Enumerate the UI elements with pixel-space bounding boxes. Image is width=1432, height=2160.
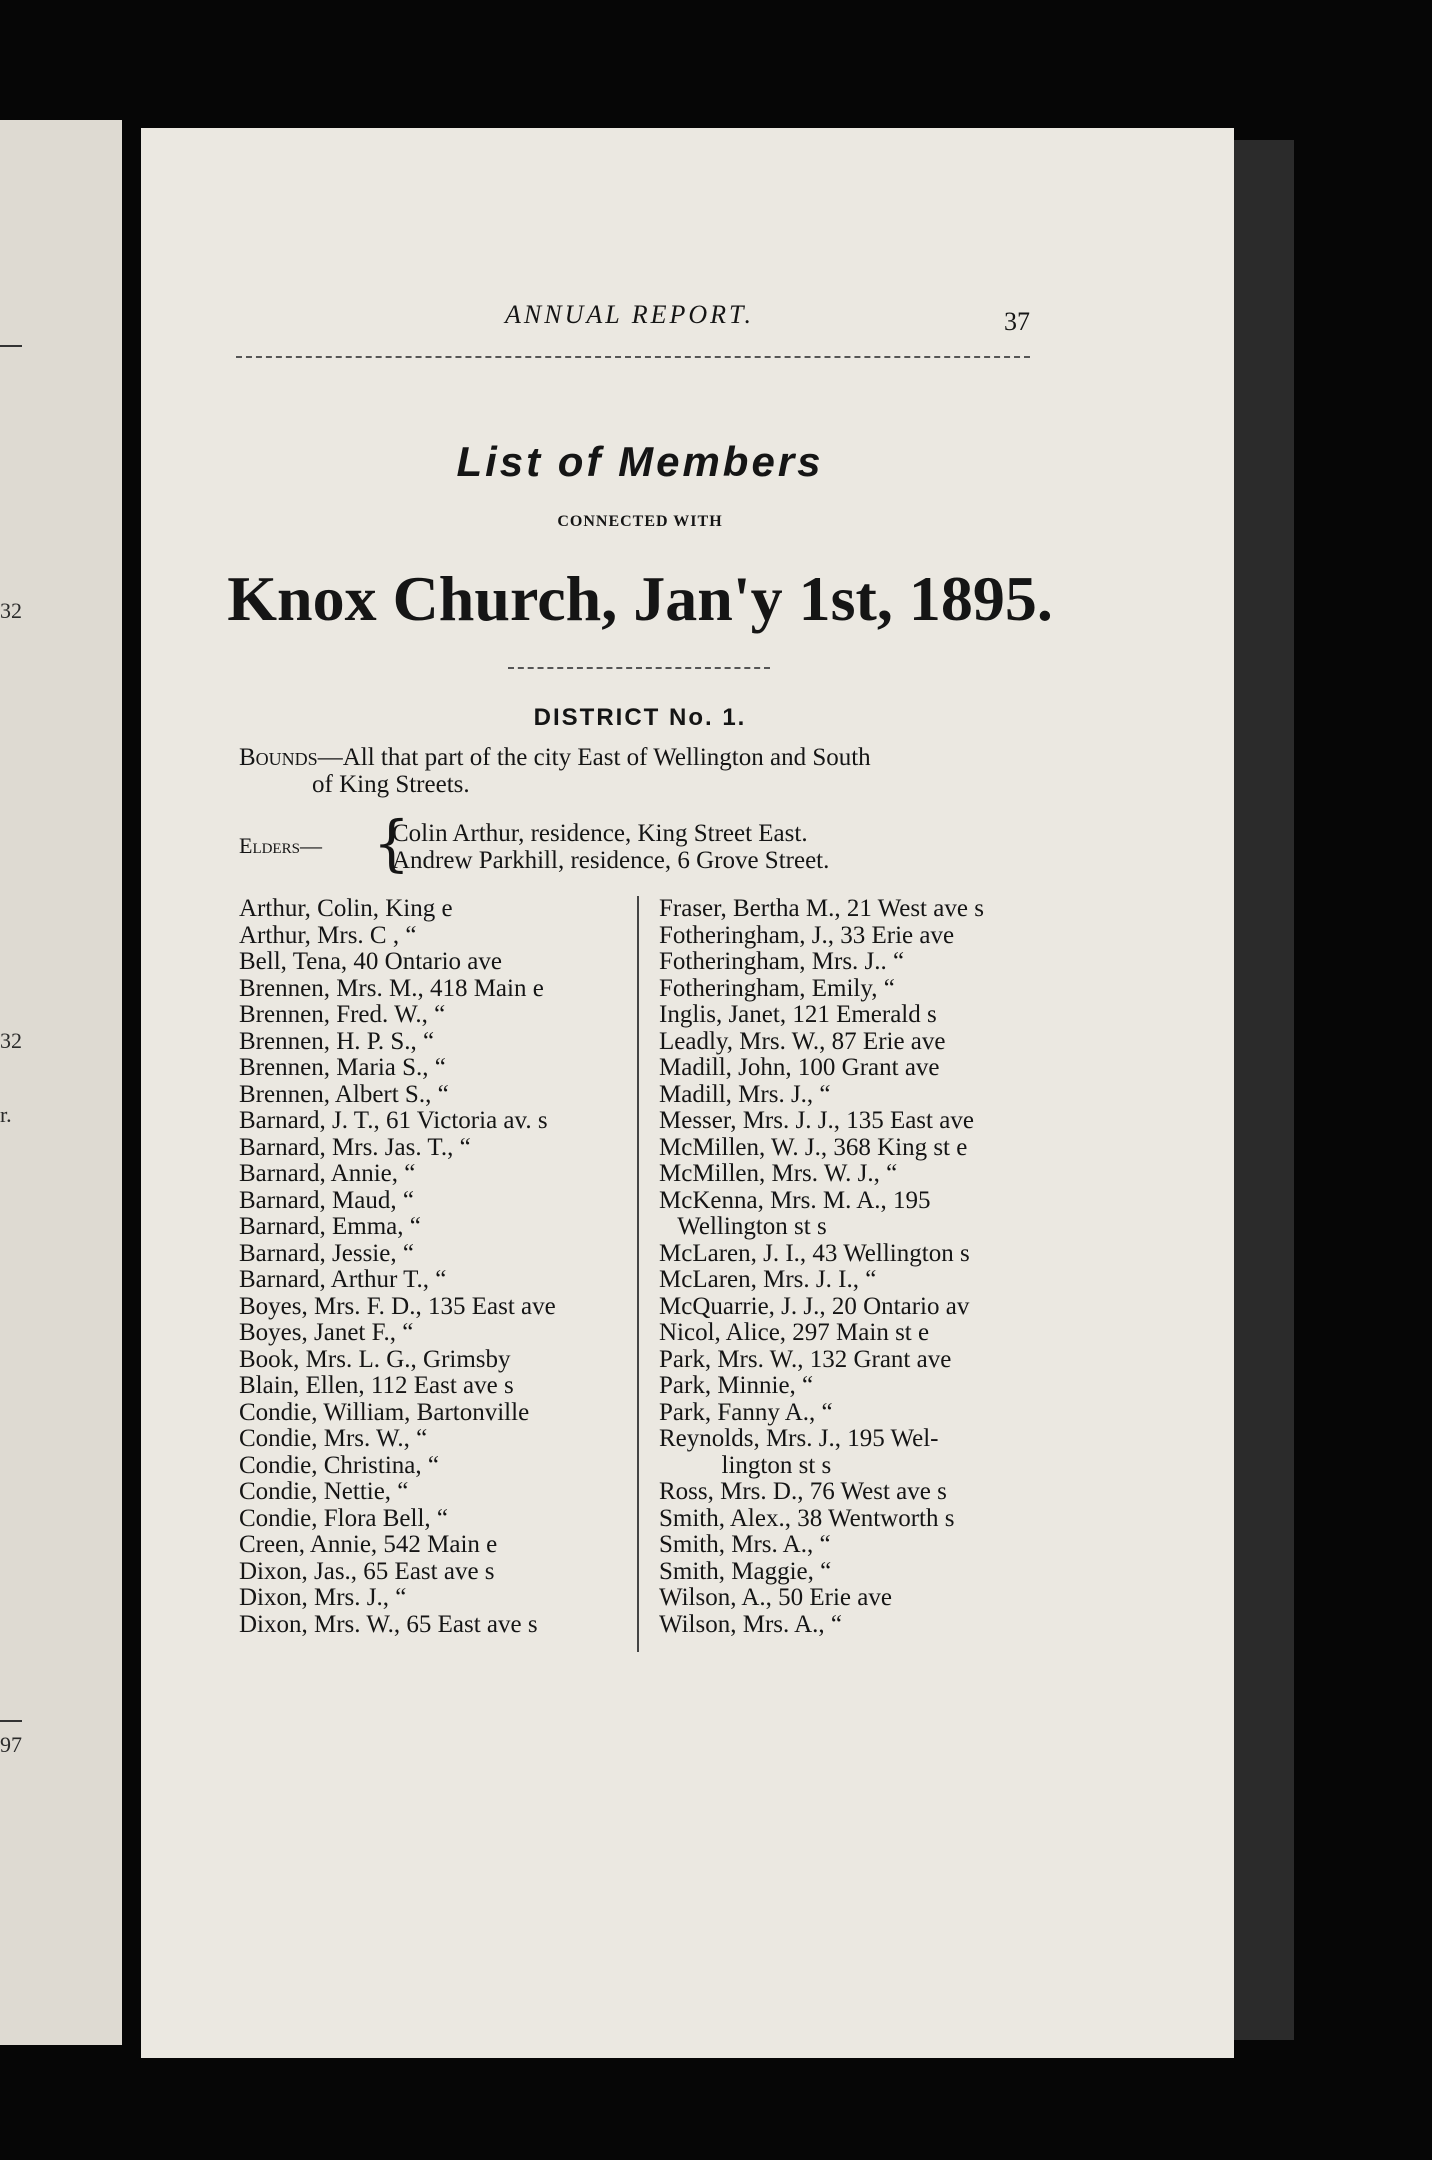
member-entry: Barnard, Maud, “ — [239, 1186, 414, 1214]
member-entry: Condie, Flora Bell, “ — [239, 1504, 448, 1532]
member-entry: McLaren, Mrs. J. I., “ — [659, 1266, 877, 1293]
title-rule — [508, 667, 770, 669]
member-entry: Wilson, A., 50 Erie ave — [659, 1584, 892, 1611]
member-entry: McQuarrie, J. J., 20 Ontario av — [659, 1292, 970, 1320]
member-entry: Wellington st s — [659, 1213, 827, 1240]
member-entry: Fotheringham, Emily, “ — [659, 974, 895, 1002]
member-entry: Brennen, Albert S., “ — [239, 1080, 449, 1108]
elders-label: Elders— — [239, 833, 322, 858]
member-entry: Brennen, H. P. S., “ — [239, 1027, 435, 1055]
facing-page-rule — [0, 345, 22, 347]
member-entry: Brennen, Maria S., “ — [239, 1054, 446, 1081]
member-entry: Madill, John, 100 Grant ave — [659, 1054, 940, 1081]
member-entry: Inglis, Janet, 121 Emerald s — [659, 1001, 937, 1028]
member-entry: Brennen, Mrs. M., 418 Main e — [239, 974, 544, 1002]
member-entry: Condie, William, Bartonville — [239, 1398, 530, 1426]
member-entry: lington st s — [659, 1451, 832, 1479]
member-entry: Ross, Mrs. D., 76 West ave s — [659, 1478, 947, 1505]
member-entry: McMillen, Mrs. W. J., “ — [659, 1160, 898, 1187]
district-heading: DISTRICT No. 1. — [533, 704, 747, 731]
elders-names — [392, 820, 829, 874]
elder-entry: Colin Arthur, residence, King Street East. — [392, 820, 808, 847]
page-edge-shadow — [1234, 140, 1294, 2040]
bounds-text-continued: of King Streets. — [312, 771, 470, 798]
member-entry: Leadly, Mrs. W., 87 Erie ave — [659, 1027, 946, 1055]
member-entry: Brennen, Fred. W., “ — [239, 1001, 446, 1028]
member-entry: Reynolds, Mrs. J., 195 Wel- — [659, 1425, 939, 1452]
member-entry: Creen, Annie, 542 Main e — [239, 1531, 498, 1558]
bounds-text: —All that part of the city East of Wellington and South — [317, 744, 871, 771]
church-title: Knox Church, Jan'y 1st, 1895. — [227, 563, 1053, 634]
member-entry: Smith, Alex., 38 Wentworth s — [659, 1504, 955, 1532]
member-entry: McMillen, W. J., 368 King st e — [659, 1133, 968, 1161]
member-entry: Barnard, Mrs. Jas. T., “ — [239, 1133, 471, 1161]
member-entry: Wilson, Mrs. A., “ — [659, 1610, 843, 1638]
member-entry: Condie, Nettie, “ — [239, 1478, 409, 1505]
member-entry: Fotheringham, Mrs. J.. “ — [659, 948, 905, 975]
district-bounds — [239, 744, 1039, 798]
member-entry: Boyes, Mrs. F. D., 135 East ave — [239, 1292, 556, 1320]
list-title: List of Members — [456, 438, 824, 485]
facing-page-fragment: r. — [0, 1102, 12, 1127]
member-entry: Book, Mrs. L. G., Grimsby — [239, 1345, 511, 1373]
elder-entry: Andrew Parkhill, residence, 6 Grove Street. — [392, 847, 830, 874]
member-entry: Dixon, Jas., 65 East ave s — [239, 1557, 495, 1585]
member-entry: Barnard, Annie, “ — [239, 1160, 416, 1187]
member-entry: Smith, Mrs. A., “ — [659, 1531, 831, 1558]
brace-glyph: { — [373, 807, 410, 879]
member-entry: Dixon, Mrs. W., 65 East ave s — [239, 1610, 538, 1638]
member-entry: Park, Fanny A., “ — [659, 1398, 833, 1426]
member-entry: Madill, Mrs. J., “ — [659, 1080, 831, 1108]
member-entry: Barnard, Arthur T., “ — [239, 1266, 447, 1293]
member-entry: McLaren, J. I., 43 Wellington s — [659, 1239, 970, 1267]
facing-page-fragment: 97 — [0, 1732, 22, 1757]
member-entry: Barnard, Emma, “ — [239, 1213, 421, 1240]
facing-page-rule — [0, 1720, 22, 1722]
member-entry: Messer, Mrs. J. J., 135 East ave — [659, 1107, 974, 1134]
member-entry: Dixon, Mrs. J., “ — [239, 1584, 407, 1611]
members-list-right — [659, 896, 1049, 1638]
member-entry: Park, Minnie, “ — [659, 1372, 814, 1399]
member-entry: Condie, Mrs. W., “ — [239, 1425, 428, 1452]
member-entry: Boyes, Janet F., “ — [239, 1319, 414, 1346]
member-entry: Barnard, Jessie, “ — [239, 1239, 414, 1267]
member-entry: Arthur, Colin, King e — [239, 895, 453, 922]
member-entry: Fotheringham, J., 33 Erie ave — [659, 921, 955, 949]
member-entry: Condie, Christina, “ — [239, 1451, 439, 1479]
running-head: ANNUAL REPORT. — [505, 300, 755, 329]
member-entry: Arthur, Mrs. C , “ — [239, 921, 417, 949]
member-entry: Blain, Ellen, 112 East ave s — [239, 1372, 514, 1399]
facing-page-edge — [0, 120, 122, 2045]
member-entry: Bell, Tena, 40 Ontario ave — [239, 948, 502, 975]
bounds-label: Bounds — [239, 744, 318, 771]
members-list-left — [239, 896, 634, 1638]
facing-page-fragment: 32 — [0, 1028, 22, 1053]
page-number: 37 — [1004, 307, 1030, 336]
member-entry: Fraser, Bertha M., 21 West ave s — [659, 895, 984, 922]
member-entry: Nicol, Alice, 297 Main st e — [659, 1319, 930, 1346]
member-entry: Barnard, J. T., 61 Victoria av. s — [239, 1107, 548, 1134]
connected-with-label: CONNECTED WITH — [557, 513, 723, 530]
member-entry: McKenna, Mrs. M. A., 195 — [659, 1186, 931, 1214]
member-entry: Park, Mrs. W., 132 Grant ave — [659, 1345, 952, 1373]
column-divider — [637, 896, 639, 1652]
header-rule — [236, 356, 1030, 358]
member-entry: Smith, Maggie, “ — [659, 1557, 832, 1585]
facing-page-fragment: 32 — [0, 598, 22, 623]
